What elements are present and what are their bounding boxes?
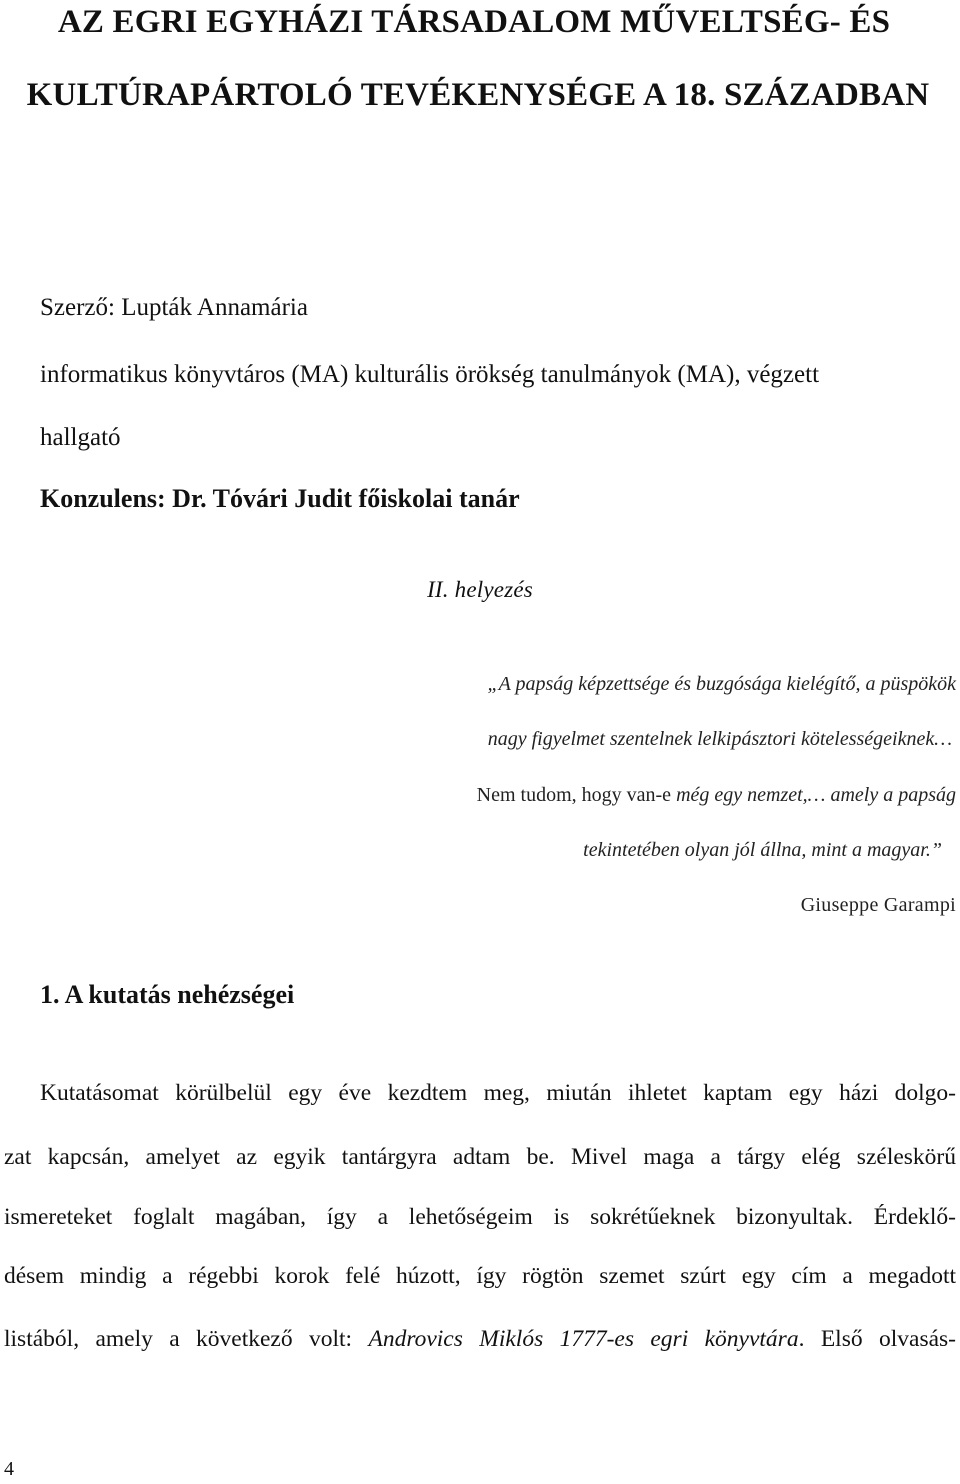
quote-line-2: nagy figyelmet szentelnek lelkipásztori kötelességeiknek… bbox=[487, 728, 952, 750]
quote-attribution: Giuseppe Garampi bbox=[800, 894, 956, 916]
book-title: Androvics Miklós 1777-es egri könyvtára bbox=[368, 1326, 799, 1352]
quote-line-3 bbox=[477, 784, 956, 807]
body-line-2: zat kapcsán, amelyet az egyik tantárgyra adtam be. Mivel maga a tárgy elég széleskörű bbox=[4, 1144, 956, 1170]
quote-line-3-upright: Nem tudom, hogy van-e bbox=[476, 784, 672, 806]
body-line-5 bbox=[4, 1326, 956, 1353]
quote-line-3-italic: még egy nemzet,… amely a papság bbox=[671, 784, 956, 806]
quote-line-1: „A papság képzettsége és buzgósága kielégítő, a püspökök bbox=[487, 673, 956, 695]
author-program: informatikus könyvtáros (MA) kulturális örökség tanulmányok (MA), végzett bbox=[40, 361, 820, 388]
body-line-3: ismereteket foglalt magában, így a lehetőségeim is sokrétűeknek bizonyultak. Érdeklő- bbox=[4, 1204, 956, 1230]
section-heading: 1. A kutatás nehézségei bbox=[40, 980, 295, 1009]
author-program-continued: hallgató bbox=[40, 424, 121, 451]
quote-line-4: tekintetében olyan jól állna, mint a magyar.” bbox=[583, 839, 942, 861]
page-number: 4 bbox=[4, 1458, 14, 1480]
author-name: Szerző: Lupták Annamária bbox=[40, 294, 308, 321]
body-line-1: Kutatásomat körülbelül egy éve kezdtem meg, miután ihletet kaptam egy házi dolgo- bbox=[40, 1080, 956, 1106]
body-line-5-end: . Első olvasás- bbox=[798, 1326, 956, 1352]
body-line-4: désem mindig a régebbi korok felé húzott, így rögtön szemet szúrt egy cím a megadott bbox=[4, 1263, 956, 1289]
title-line-2: KULTÚRAPÁRTOLÓ TEVÉKENYSÉGE A 18. SZÁZADBAN bbox=[26, 77, 930, 113]
title-line-1: AZ EGRI EGYHÁZI TÁRSADALOM MŰVELTSÉG- ÉS bbox=[57, 4, 891, 40]
placement: II. helyezés bbox=[427, 577, 533, 602]
advisor: Konzulens: Dr. Tóvári Judit főiskolai tanár bbox=[40, 484, 520, 513]
body-line-5-start: listából, amely a következő volt: bbox=[4, 1326, 369, 1352]
